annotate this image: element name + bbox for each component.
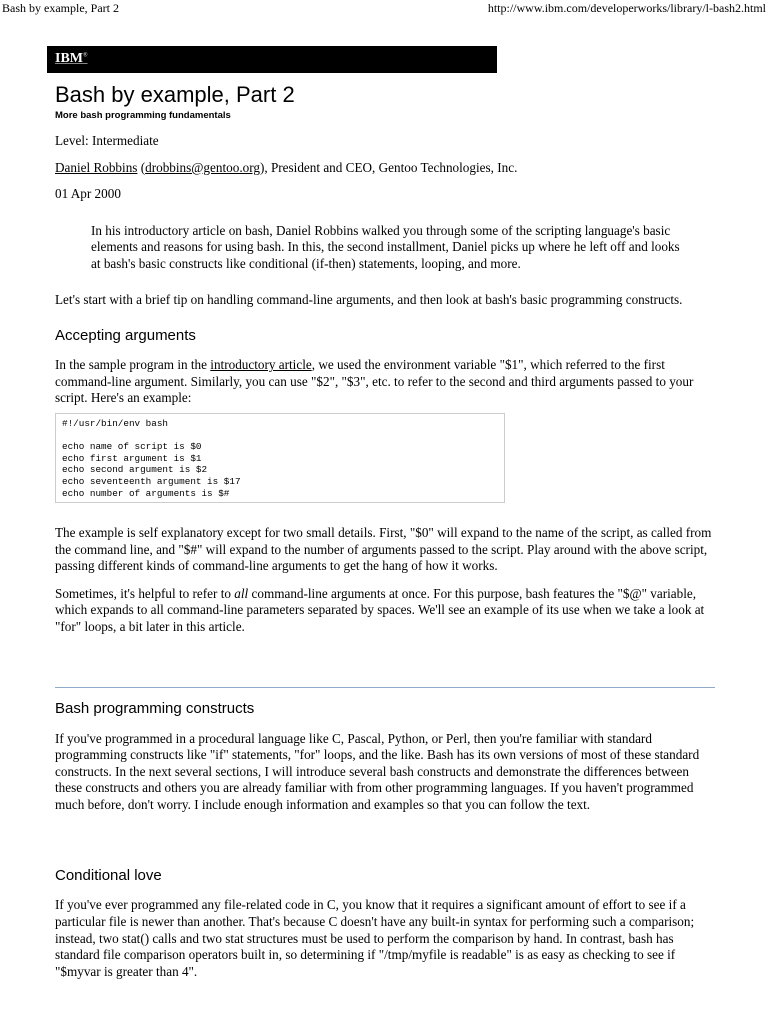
article-subtitle: More bash programming fundamentals (55, 110, 231, 121)
section1-p1-text: In the sample program in the (55, 357, 211, 373)
section1-paragraph-1 (55, 357, 715, 407)
author-name-link[interactable]: Daniel Robbins (55, 159, 138, 175)
section1-p1-text-2: , we used the environment variable "$1", which referred to the first command-line argument. Similarly, you can use "$2", "$3", etc. to refer to the second and third arguments passed to your script. Here's an example: (55, 357, 694, 406)
article-title: Bash by example, Part 2 (55, 82, 295, 107)
section1-paragraph-2: The example is self explanatory except for two small details. First, "$0" will expand to the name of the script, as called from the command line, and "$#" will expand to the number of arguments passed to the script. Play around with the above script, passing different kinds of command-line arguments to get the hang of how it works. (55, 524, 712, 574)
section1-p3-text-2: command-line arguments at once. For this purpose, bash features the "$@" variable, which expands to all command-line parameters separated by spaces. We'll see an example of its use when we take a look at "for" loops, a bit later in this article. (55, 585, 705, 634)
section-heading-conditional-love: Conditional love (55, 867, 162, 885)
section1-paragraph-3 (55, 586, 715, 636)
author-affiliation: ), President and CEO, Gentoo Technologies, Inc. (259, 159, 518, 175)
print-header-title: Bash by example, Part 2 (2, 1, 119, 15)
article-date: 01 Apr 2000 (55, 186, 121, 202)
ibm-logo-mark: ® (83, 52, 88, 59)
section-heading-accepting-arguments: Accepting arguments (55, 327, 196, 345)
section-heading-bash-programming-constructs: Bash programming constructs (55, 699, 255, 717)
author-email-link[interactable]: drobbins@gentoo.org (145, 159, 260, 175)
author-open: ( (137, 159, 146, 175)
article-author (55, 160, 715, 177)
ibm-logo-text: IBM (55, 51, 83, 66)
section-divider (55, 687, 715, 688)
article-level: Level: Intermediate (55, 133, 159, 148)
article-abstract: In his introductory article on bash, Daniel Robbins walked you through some of the scripting language's basic elements and reasons for using bash. In this, the second installment, Daniel picks up where he left off and looks at bash's basic constructs like conditional (if-then) statements, looping, and more. (91, 222, 680, 271)
section2-paragraph-1: If you've programmed in a procedural language like C, Pascal, Python, or Perl, then you're familiar with standard programming constructs like "if" statements, "for" loops, and the like. Bash has its own versions of most of these standard constructs. In the next several sections, I will introduce several bash constructs and demonstrate the differences between these constructs and others you are already familiar with from other programming languages. If you haven't programmed much before, don't worry. I include enough information and examples so that you can follow the text. (55, 730, 700, 812)
section1-p3-emphasis: all (234, 585, 249, 601)
introductory-article-link[interactable]: introductory article (210, 357, 312, 373)
ibm-logo[interactable] (55, 51, 88, 67)
print-header (0, 0, 768, 16)
article-content (55, 82, 715, 980)
ibm-banner (47, 46, 497, 73)
article-intro: Let's start with a brief tip on handling command-line arguments, and then look at bash's basic programming constructs. (55, 291, 683, 307)
section1-p3-text: Sometimes, it's helpful to refer to (55, 585, 235, 601)
code-example: #!/usr/bin/env bash echo name of script is $0 echo first argument is $1 echo second argument is $2 echo seventeenth argument is $17 echo number of arguments is $# (55, 413, 505, 503)
section3-paragraph-1: If you've ever programmed any file-related code in C, you know that it requires a significant amount of effort to see if a particular file is newer than another. That's because C doesn't have any built-in syntax for performing such a comparison; instead, two stat() calls and two stat structures must be used to perform the comparison by hand. In contrast, bash has standard file comparison operators built in, so determining if "/tmp/myfile is readable" is as easy as checking to see if "$myvar is greater than 4". (55, 897, 695, 979)
print-header-url: http://www.ibm.com/developerworks/library/l-bash2.html (487, 1, 766, 15)
